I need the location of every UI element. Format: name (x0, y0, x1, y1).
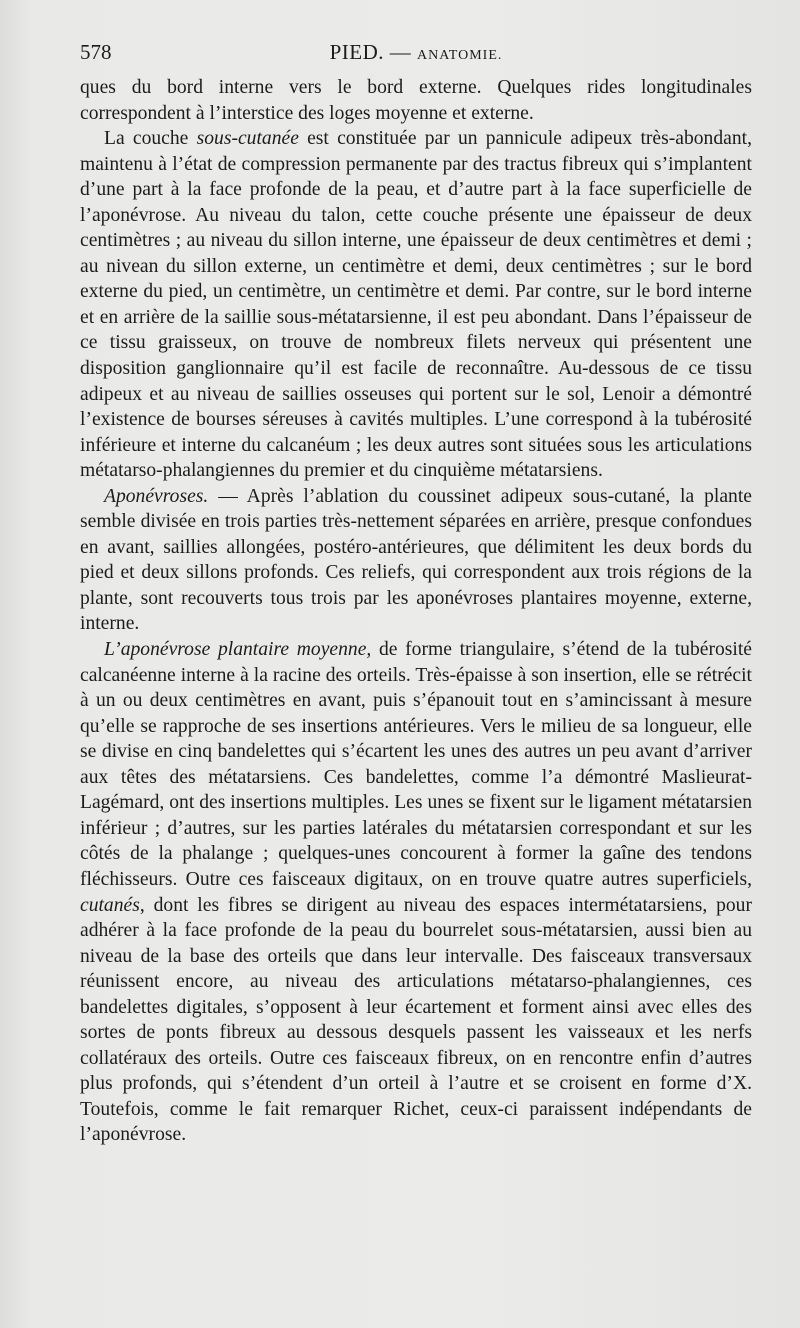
running-head (80, 40, 752, 65)
running-head-title: PIED. — (329, 40, 418, 64)
paragraph-text: , dont les fibres se dirigent au niveau des espaces intermétatarsiens, pour adhérer à la face profonde de la peau du bourrelet sous-métatarsien, aussi bien au niveau de la base des orteils que dans leur intervalle. Des faisceaux transversaux réunissent encore, au niveau des articulations métatarso-phalangiennes, ces bandelettes digitales, s’opposent à leur écartement et forment ainsi avec elles des sortes de ponts fibreux au dessous desquels passent les vaisseaux et les nerfs collatéraux des orteils. Outre ces faisceaux fibreux, on en rencontre enfin d’autres plus profonds, qui s’étendent d’un orteil à l’autre et se croisent en forme d’X. Toutefois, comme le fait remarquer Richet, ceux-ci paraissent indépendants de l’aponévrose. (80, 894, 752, 1146)
running-head-subtitle: ANATOMIE. (417, 48, 503, 63)
page-number: 578 (80, 40, 112, 64)
italic-term: cutanés (80, 894, 140, 916)
page-header (80, 40, 752, 70)
paragraph-text: est constituée par un pannicule adipeux très-abondant, maintenu à l’état de compression permanente par des tractus fibreux qui s’implantent d’une part à la face profonde de la peau, et d’autre part à la face superficielle de l’aponévrose. Au niveau du talon, cette couche présente une épaisseur de deux centimètres ; au niveau du sillon interne, une épaisseur de deux centimètres et demi ; au nivean du sillon externe, un centimètre et demi, deux centimètres ; sur le bord externe du pied, un centimètre, un centimètre et demi. Par contre, sur le bord interne et en arrière de la saillie sous-métatarsienne, il est peu abondant. Dans l’épaisseur de ce tissu graisseux, on trouve de nombreux filets nerveux qui présentent une disposition ganglionnaire qu’il est facile de reconnaître. Au-dessous de ce tissu adipeux et au niveau de saillies osseuses qui portent sur le sol, Lenoir a démontré l’existence de bourses séreuses à cavités multiples. L’une correspond à la tubérosité inférieure et interne du calcanéum ; les deux autres sont situées sous les articulations métatarso-phalangiennes du premier et du cinquième métatarsiens. (80, 128, 752, 482)
paragraph-text: ques du bord interne vers le bord externe. Quelques rides longitudinales correspondent à l’interstice des loges moyenne et externe. (80, 77, 752, 124)
body-text (80, 75, 752, 1148)
italic-term: sous-cutanée (196, 128, 299, 150)
paragraph-subcutaneous (80, 126, 752, 484)
paragraph-middle-aponeurosis (80, 637, 752, 1148)
paragraph-aponeuroses (80, 484, 752, 637)
paragraph-text: — Après l’ablation du coussinet adipeux sous-cutané, la plante semble divisée en trois parties très-nettement séparées en arrière, presque confondues en avant, saillies allongées, postéro-antérieures, que délimitent les deux bords du pied et deux sillons profonds. Ces reliefs, qui correspondent aux trois régions de la plante, sont recouverts tous trois par les aponévroses plantaires moyenne, externe, interne. (80, 485, 752, 635)
paragraph-continuation (80, 75, 752, 126)
section-heading-italic: L’aponévrose plantaire moyenne, (104, 639, 372, 661)
paragraph-text: La couche (104, 128, 197, 150)
paragraph-text: de forme triangulaire, s’étend de la tubérosité calcanéenne interne à la racine des orteils. Très-épaisse à son insertion, elle se rétrécit à un ou deux centimètres en avant, puis s’épanouit tout en s’amincissant à mesure qu’elle se rapproche de ses insertions antérieures. Vers le milieu de sa longueur, elle se divise en cinq bandelettes qui s’écartent les unes des autres un peu avant d’arriver aux têtes des métatarsiens. Ces bandelettes, comme l’a démontré Maslieurat-Lagémard, ont des insertions multiples. Les unes se fixent sur le ligament métatarsien inférieur ; d’autres, sur les parties latérales du métatarsien correspondant et sur les côtés de la phalange ; quelques-unes concourent à former la gaîne des tendons fléchisseurs. Outre ces faisceaux digitaux, on en trouve quatre autres superficiels, (80, 639, 752, 890)
section-heading-italic: Aponévroses. (104, 485, 209, 507)
